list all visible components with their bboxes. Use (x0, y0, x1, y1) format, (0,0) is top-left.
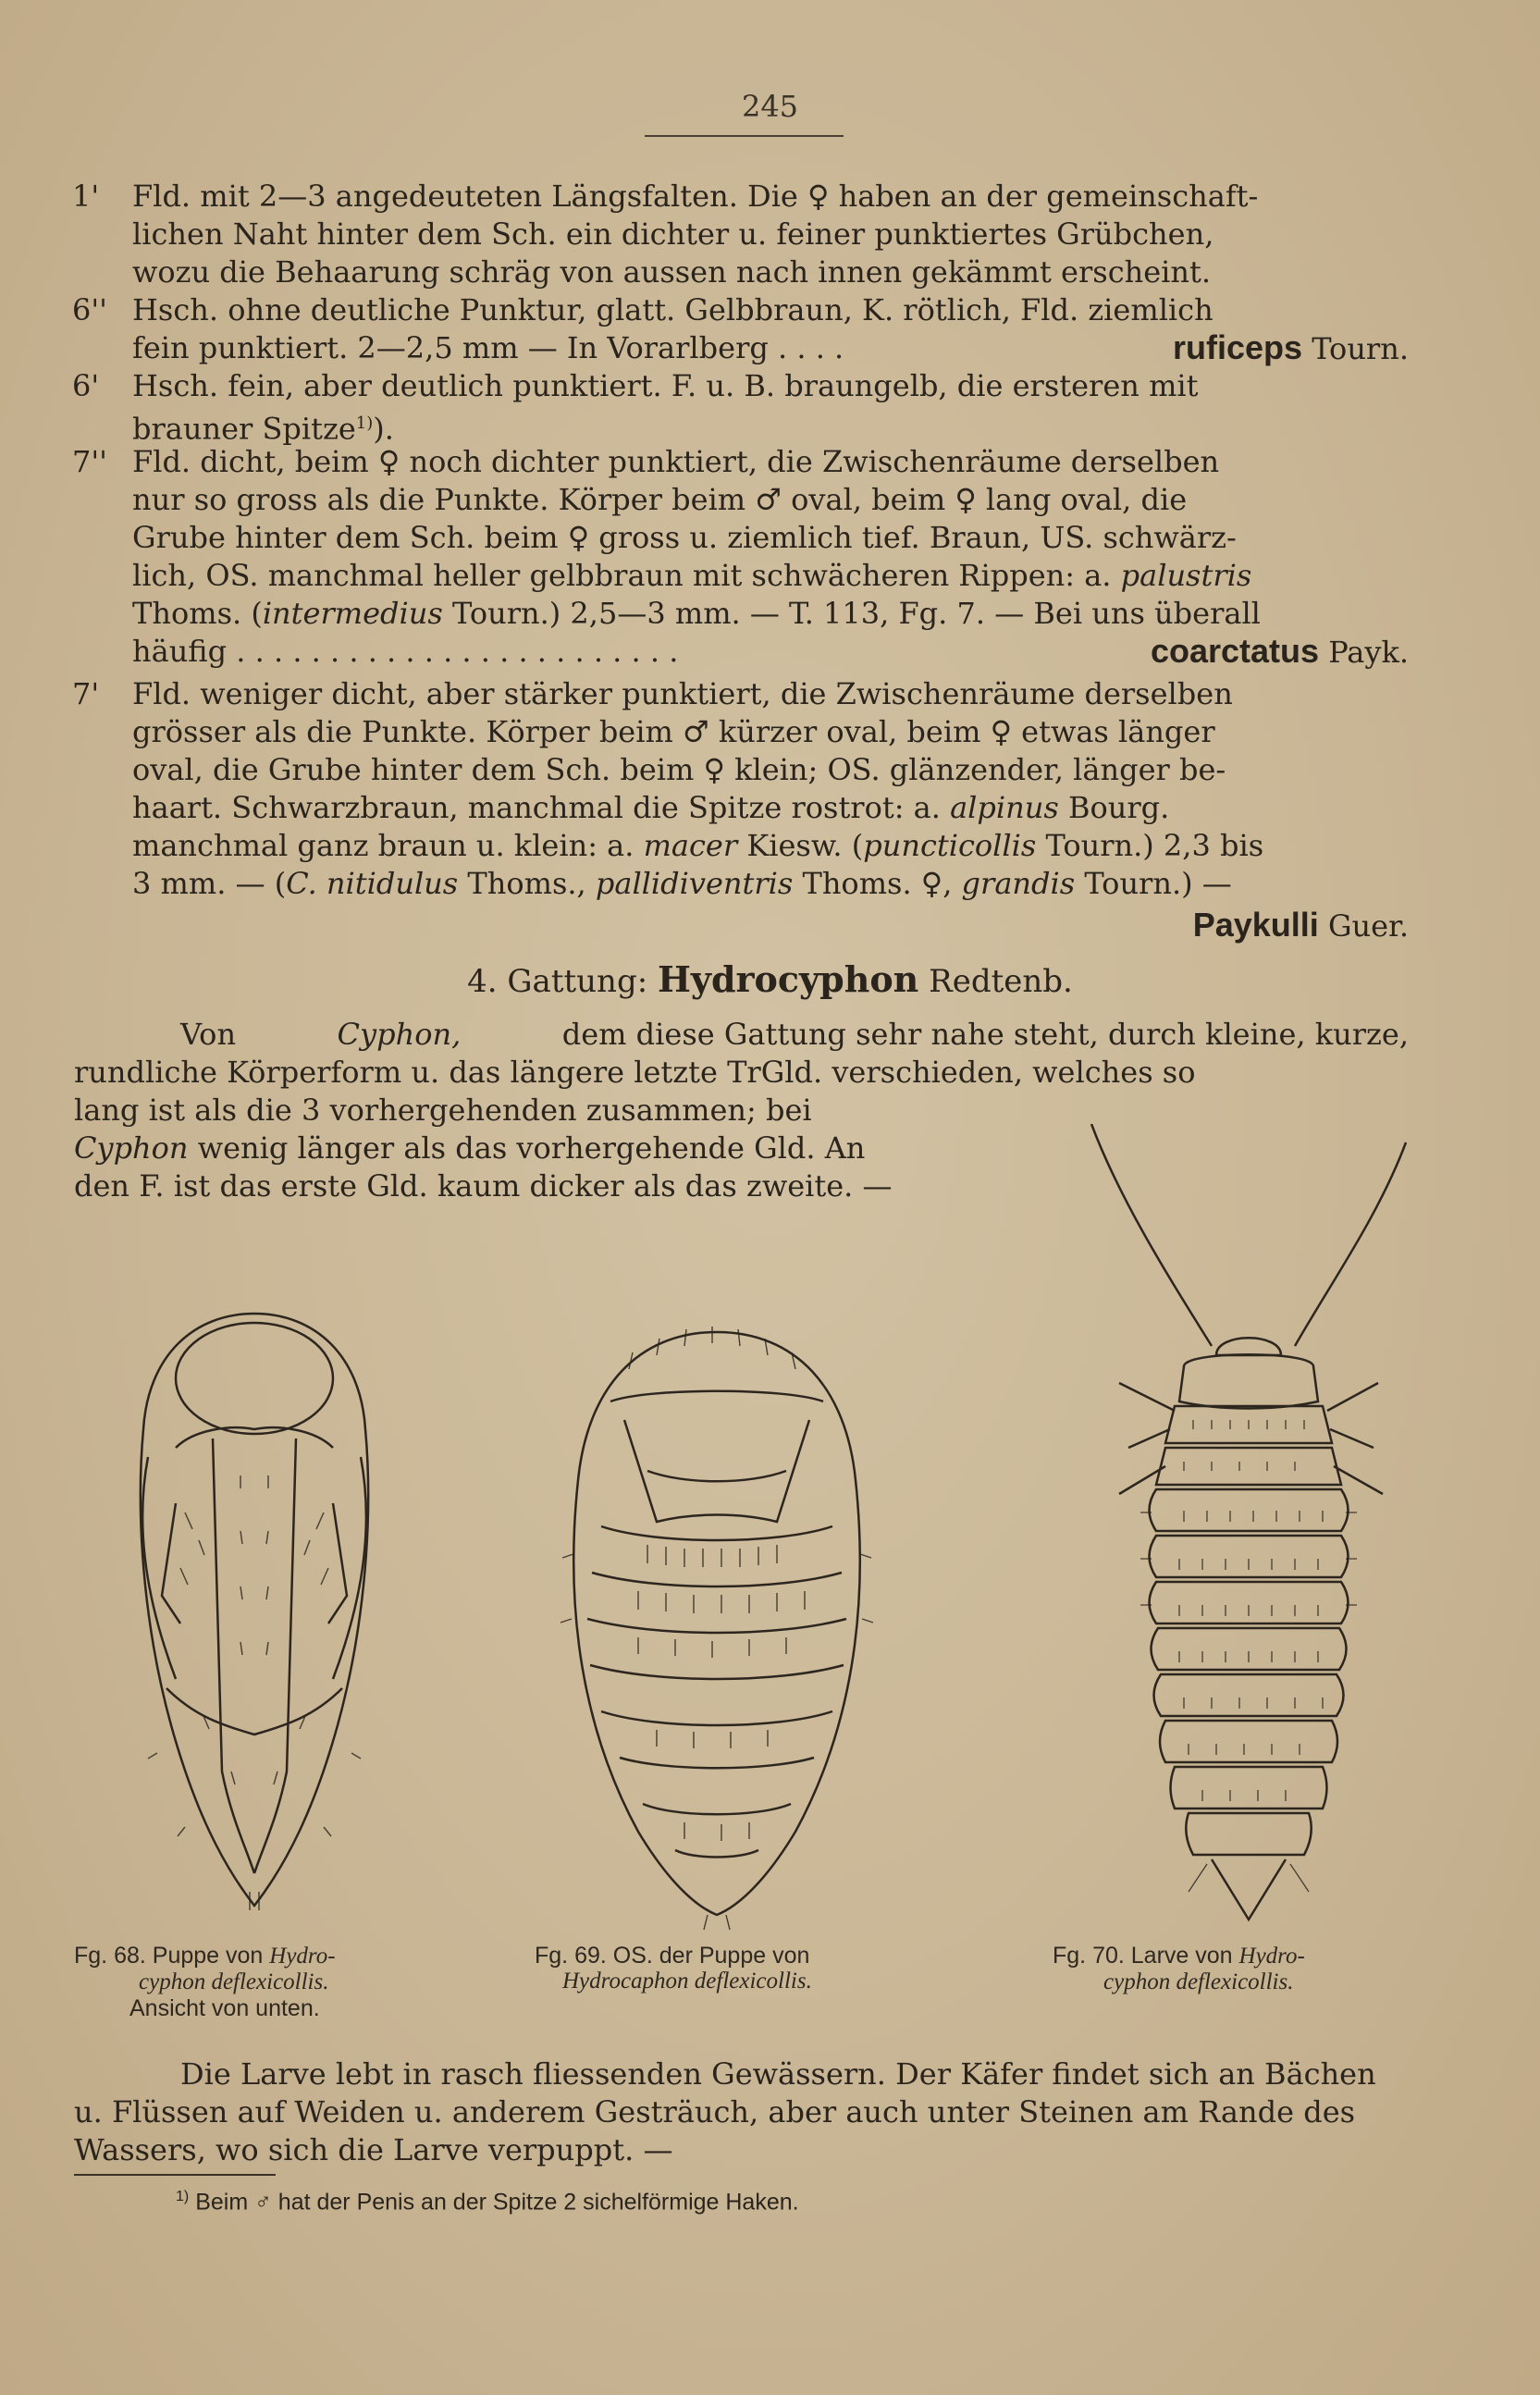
key-line: oval, die Grube hinter dem Sch. beim ♀ klein; OS. glänzender, länger be- (132, 752, 1226, 787)
section-heading: 4. Gattung: Hydrocyphon Redtenb. (467, 958, 1073, 1000)
footnote: $^{1)}$ Beim ♂ hat der Penis an der Spitze 2 sichelförmige Haken. (176, 2189, 799, 2216)
key-line: Grube hinter dem Sch. beim ♀ gross u. ziemlich tief. Braun, US. schwärz- (132, 520, 1237, 555)
key-line: Fld. weniger dicht, aber stärker punktiert, die Zwischenräume derselben (132, 676, 1233, 711)
body-line: u. Flüssen auf Weiden u. anderem Gesträuch, aber auch unter Steinen am Rande des (74, 2094, 1356, 2130)
key-line: Fld. mit 2—3 angedeuteten Längsfalten. Die ♀ haben an der gemeinschaft- (132, 179, 1259, 214)
species-name: coarctatus (1150, 632, 1320, 670)
body-line: lang ist als die 3 vorhergehenden zusammen; bei (74, 1093, 812, 1128)
species-name: Paykulli (1192, 906, 1319, 944)
key-line: fein punktiert. 2—2,5 mm — In Vorarlberg . . . . ruficeps Tourn. (132, 328, 1409, 366)
figure-68-pupa-ventral (92, 1290, 416, 1929)
key-line: Paykulli Guer. (1192, 906, 1409, 944)
body-line: rundliche Körperform u. das längere letzte TrGld. verschieden, welches so (74, 1055, 1196, 1090)
figure-caption: Fg. 70. Larve von Hydro- cyphon deflexicollis. (1053, 1943, 1305, 1994)
body-line: Die Larve lebt in rasch fliessenden Gewässern. Der Käfer findet sich an Bächen (180, 2056, 1376, 2092)
key-line: grösser als die Punkte. Körper beim ♂ kürzer oval, beim ♀ etwas länger (132, 714, 1215, 749)
body-line: Cyphon wenig länger als das vorhergehende Gld. An (74, 1130, 866, 1166)
key-line: lichen Naht hinter dem Sch. ein dichter u. feiner punktiertes Grübchen, (132, 216, 1214, 252)
species-name: ruficeps (1172, 328, 1303, 366)
body-line: den F. ist das erste Gld. kaum dicker als das zweite. — (74, 1168, 893, 1204)
key-label: 6' (72, 368, 100, 403)
key-line: haart. Schwarzbraun, manchmal die Spitze rostrot: a. alpinus Bourg. (132, 790, 1170, 825)
footnote-rule (74, 2174, 276, 2176)
key-label: 7' (72, 676, 100, 711)
key-label: 7'' (72, 444, 107, 479)
key-line: lich, OS. manchmal heller gelbbraun mit schwächeren Rippen: a. palustris (132, 558, 1252, 593)
key-line: manchmal ganz braun u. klein: a. macer Kiesw. (puncticollis Tourn.) 2,3 bis (132, 828, 1264, 863)
key-line: Hsch. ohne deutliche Punktur, glatt. Gelbbraun, K. rötlich, Fld. ziemlich (132, 292, 1214, 327)
genus-name: Hydrocyphon (657, 958, 919, 1000)
page-number: 245 (741, 89, 799, 124)
key-line: brauner Spitze$^{1)}$). (132, 411, 394, 447)
key-line: 3 mm. — (C. nitidulus Thoms., pallidiventris Thoms. ♀, grandis Tourn.) — (132, 866, 1232, 901)
key-label: 6'' (72, 292, 107, 327)
body-line: Von Cyphon, dem diese Gattung sehr nahe steht, durch kleine, kurze, (180, 1017, 1409, 1052)
figure-caption: Fg. 68. Puppe von Hydro- cyphon deflexicollis. Ansicht von unten. (74, 1943, 336, 2021)
key-label: 1' (72, 179, 100, 214)
key-line: wozu die Behaarung schräg von aussen nach innen gekämmt erscheint. (132, 254, 1212, 290)
body-line: Wassers, wo sich die Larve verpuppt. — (74, 2132, 673, 2167)
key-line: Hsch. fein, aber deutlich punktiert. F. u. B. braungelb, die ersteren mit (132, 368, 1199, 403)
key-line: nur so gross als die Punkte. Körper beim ♂ oval, beim ♀ lang oval, die (132, 482, 1188, 517)
key-line: Fld. dicht, beim ♀ noch dichter punktiert, die Zwischenräume derselben (132, 444, 1220, 479)
figure-70-larva (1064, 1124, 1434, 1938)
header-rule (645, 135, 844, 137)
figure-caption: Fg. 69. OS. der Puppe von Hydrocaphon deflexicollis. (535, 1943, 812, 1994)
figure-69-pupa-dorsal (536, 1314, 897, 1933)
key-line: häufig . . . . . . . . . . . . . . . . . . . . . . . . coarctatus Payk. (132, 632, 1409, 670)
key-line: Thoms. (intermedius Tourn.) 2,5—3 mm. — T. 113, Fg. 7. — Bei uns überall (132, 596, 1261, 631)
